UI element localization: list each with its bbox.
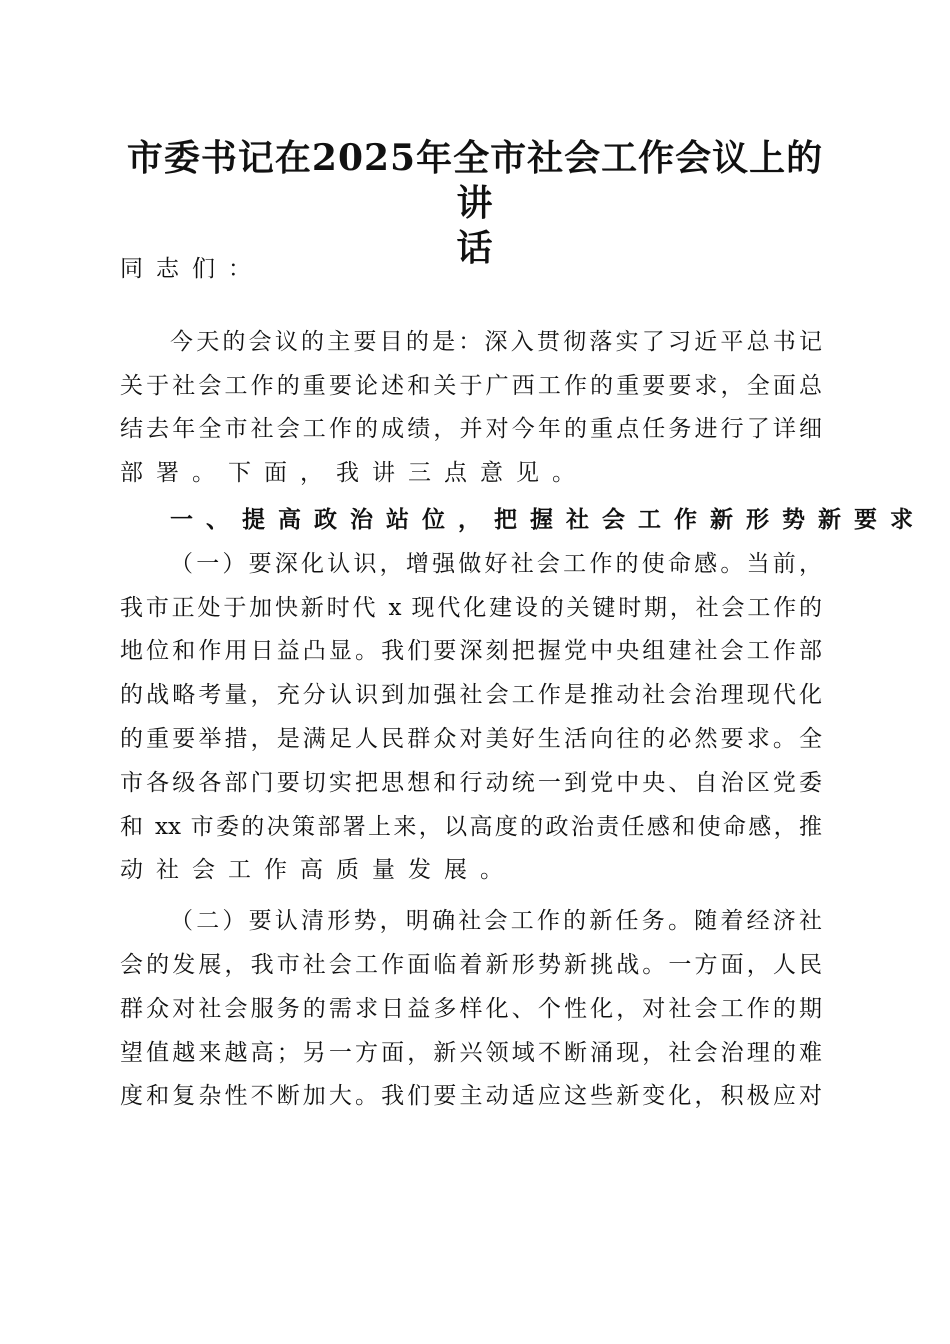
text-line: 地位和作用日益凸显。我们要深刻把握党中央组建社会工作部: [120, 638, 822, 665]
section-heading: 一、提高政治站位，把握社会工作新形势新要求: [170, 506, 926, 533]
text-line: （一）要深化认识，增强做好社会工作的使命感。当前，: [170, 550, 822, 577]
text-line: 的战略考量，充分认识到加强社会工作是推动社会治理现代化: [120, 682, 822, 709]
text-line: 望值越来越高；另一方面，新兴领域不断涌现，社会治理的难: [120, 1039, 822, 1066]
text-line: 我市正处于加快新时代 x 现代化建设的关键时期，社会工作的: [120, 594, 822, 621]
text-line: 和 xx 市委的决策部署上来，以高度的政治责任感和使命感，推: [120, 813, 822, 840]
document-body: [120, 248, 926, 1119]
paragraph-intro: [120, 321, 822, 496]
text-line: 部署。下面，我讲三点意见。: [120, 460, 588, 487]
text-line: （二）要认清形势，明确社会工作的新任务。随着经济社: [170, 908, 822, 935]
text-line: 度和复杂性不断加大。我们要主动适应这些新变化，积极应对: [120, 1083, 822, 1110]
paragraph-subsection-2: [120, 900, 822, 1119]
text-line: 市各级各部门要切实把思想和行动统一到党中央、自治区党委: [120, 769, 822, 796]
text-line: 今天的会议的主要目的是：深入贯彻落实了习近平总书记: [170, 328, 822, 355]
title-line: 市委书记在2025年全市社会工作会议上的讲: [126, 137, 824, 224]
salutation: 同志们：: [120, 256, 264, 282]
text-line: 的重要举措，是满足人民群众对美好生活向往的必然要求。全: [120, 725, 822, 752]
text-line: 群众对社会服务的需求日益多样化、个性化，对社会工作的期: [120, 995, 822, 1022]
text-line: 结去年全市社会工作的成绩，并对今年的重点任务进行了详细: [120, 416, 822, 443]
text-line: 关于社会工作的重要论述和关于广西工作的重要要求，全面总: [120, 372, 822, 399]
paragraph-subsection-1: [120, 543, 822, 893]
text-line: 动社会工作高质量发展。: [120, 857, 516, 884]
title-line: 话: [456, 227, 494, 269]
text-line: 会的发展，我市社会工作面临着新形势新挑战。一方面，人民: [120, 951, 822, 978]
